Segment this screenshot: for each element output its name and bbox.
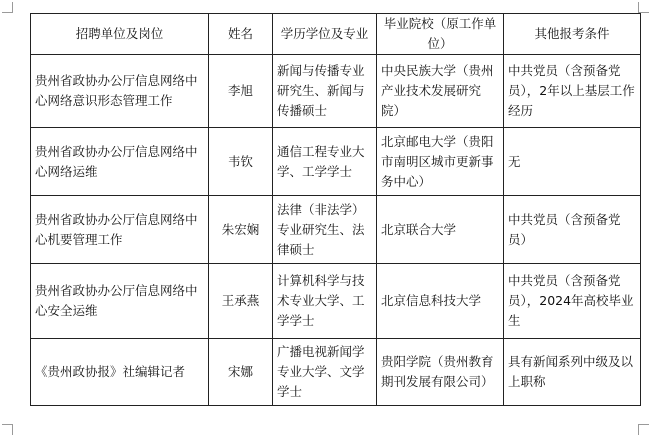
crop-mark-top-right [638, 2, 649, 13]
cell-unit: 贵州省政协办公厅信息网络中心网络意识形态管理工作 [31, 55, 209, 128]
table-row [31, 128, 641, 196]
cell-unit: 贵州省政协办公厅信息网络中心安全运维 [31, 264, 209, 339]
cell-conditions: 无 [504, 128, 641, 196]
header-name: 姓名 [209, 14, 273, 55]
header-unit: 招聘单位及岗位 [31, 14, 209, 55]
cell-unit: 贵州省政协办公厅信息网络中心机要管理工作 [31, 196, 209, 264]
cell-education: 新闻与传播专业研究生、新闻与传播硕士 [273, 55, 377, 128]
table-header-row [31, 14, 641, 55]
cell-name: 朱宏娴 [209, 196, 273, 264]
cell-name: 王承燕 [209, 264, 273, 339]
cell-name: 宋娜 [209, 339, 273, 406]
cell-education: 广播电视新闻学专业大学、文学学士 [273, 339, 377, 406]
cell-name: 韦钦 [209, 128, 273, 196]
table-row [31, 264, 641, 339]
cell-education: 通信工程专业大学、工学学士 [273, 128, 377, 196]
cell-conditions: 中共党员（含预备党员），2024年高校毕业生 [504, 264, 641, 339]
table-row [31, 339, 641, 406]
crop-mark-top-left [2, 2, 13, 13]
cell-conditions: 具有新闻系列中级及以上职称 [504, 339, 641, 406]
cell-unit: 《贵州政协报》社编辑记者 [31, 339, 209, 406]
table-row [31, 196, 641, 264]
cell-school: 中央民族大学（贵州产业技术发展研究院） [377, 55, 504, 128]
header-school: 毕业院校（原工作单位） [377, 14, 504, 55]
crop-mark-bottom-right [638, 424, 649, 435]
cell-education: 计算机科学与技术专业大学、工学学士 [273, 264, 377, 339]
cell-school: 贵阳学院（贵州教育期刊发展有限公司） [377, 339, 504, 406]
cell-unit: 贵州省政协办公厅信息网络中心网络运维 [31, 128, 209, 196]
header-conditions: 其他报考条件 [504, 14, 641, 55]
cell-school: 北京邮电大学（贵阳市南明区城市更新事务中心） [377, 128, 504, 196]
crop-mark-bottom-left [2, 424, 13, 435]
header-education: 学历学位及专业 [273, 14, 377, 55]
cell-conditions: 中共党员（含预备党员） [504, 196, 641, 264]
cell-school: 北京联合大学 [377, 196, 504, 264]
cell-education: 法律（非法学）专业研究生、法律硕士 [273, 196, 377, 264]
cell-name: 李旭 [209, 55, 273, 128]
recruitment-table [30, 13, 641, 406]
cell-school: 北京信息科技大学 [377, 264, 504, 339]
table-row [31, 55, 641, 128]
cell-conditions: 中共党员（含预备党员），2年以上基层工作经历 [504, 55, 641, 128]
